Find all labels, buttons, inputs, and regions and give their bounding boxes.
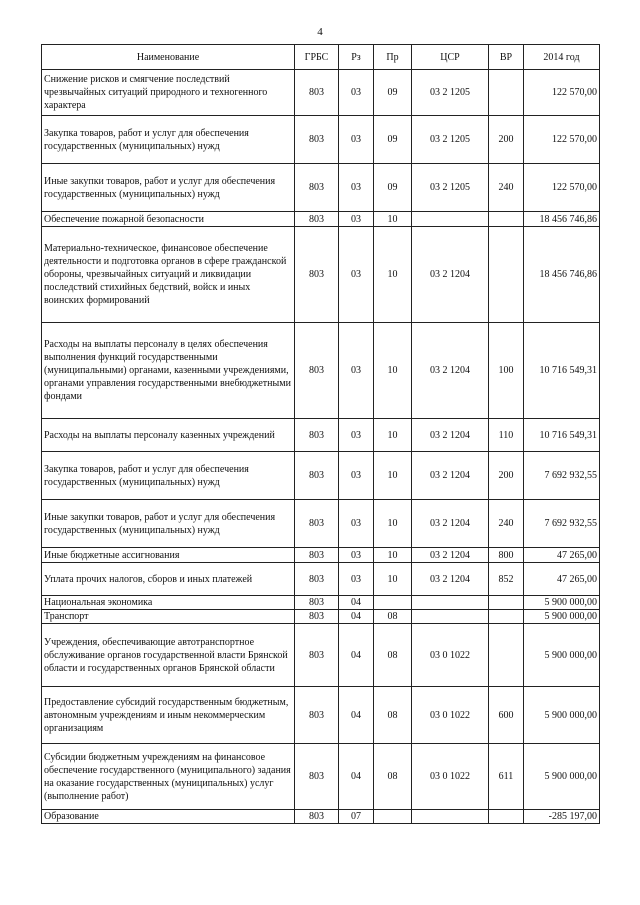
grbs-code: 803 bbox=[295, 323, 339, 419]
rz-code: 03 bbox=[339, 452, 374, 500]
table-row bbox=[42, 70, 600, 116]
item-name: Субсидии бюджетным учреждениям на финансовое обеспечение государственного (муниципального) задания на оказание государственных (муниципальных) услуг (выполнение работ) bbox=[42, 744, 295, 810]
amount-2014: 7 692 932,55 bbox=[524, 452, 600, 500]
csr-code bbox=[412, 212, 489, 227]
pr-code: 10 bbox=[374, 548, 412, 563]
vr-code: 600 bbox=[489, 687, 524, 744]
vr-code: 200 bbox=[489, 116, 524, 164]
vr-code bbox=[489, 610, 524, 624]
amount-2014: 10 716 549,31 bbox=[524, 419, 600, 452]
vr-code bbox=[489, 596, 524, 610]
rz-code: 04 bbox=[339, 610, 374, 624]
page-number: 4 bbox=[317, 26, 323, 38]
vr-code bbox=[489, 624, 524, 687]
table-header-row bbox=[42, 45, 600, 70]
grbs-code: 803 bbox=[295, 624, 339, 687]
pr-code: 09 bbox=[374, 70, 412, 116]
budget-table bbox=[41, 44, 600, 824]
amount-2014: 47 265,00 bbox=[524, 563, 600, 596]
pr-code: 08 bbox=[374, 624, 412, 687]
vr-code: 240 bbox=[489, 500, 524, 548]
amount-2014: -285 197,00 bbox=[524, 810, 600, 824]
pr-code: 10 bbox=[374, 323, 412, 419]
table-row bbox=[42, 452, 600, 500]
amount-2014: 7 692 932,55 bbox=[524, 500, 600, 548]
csr-code bbox=[412, 810, 489, 824]
table-row bbox=[42, 563, 600, 596]
csr-code bbox=[412, 596, 489, 610]
grbs-code: 803 bbox=[295, 548, 339, 563]
pr-code: 10 bbox=[374, 212, 412, 227]
csr-code: 03 2 1204 bbox=[412, 548, 489, 563]
grbs-code: 803 bbox=[295, 596, 339, 610]
amount-2014: 122 570,00 bbox=[524, 70, 600, 116]
table-row bbox=[42, 744, 600, 810]
rz-code: 03 bbox=[339, 419, 374, 452]
csr-code: 03 2 1205 bbox=[412, 164, 489, 212]
csr-code: 03 2 1204 bbox=[412, 323, 489, 419]
grbs-code: 803 bbox=[295, 687, 339, 744]
rz-code: 03 bbox=[339, 70, 374, 116]
pr-code bbox=[374, 810, 412, 824]
table-row bbox=[42, 116, 600, 164]
table-row bbox=[42, 610, 600, 624]
item-name: Образование bbox=[42, 810, 295, 824]
item-name: Обеспечение пожарной безопасности bbox=[42, 212, 295, 227]
item-name: Иные закупки товаров, работ и услуг для обеспечения государственных (муниципальных) нужд bbox=[42, 500, 295, 548]
grbs-code: 803 bbox=[295, 563, 339, 596]
item-name: Закупка товаров, работ и услуг для обеспечения государственных (муниципальных) нужд bbox=[42, 116, 295, 164]
grbs-code: 803 bbox=[295, 212, 339, 227]
table-row bbox=[42, 810, 600, 824]
table-row bbox=[42, 624, 600, 687]
header-name: Наименование bbox=[42, 45, 295, 70]
grbs-code: 803 bbox=[295, 500, 339, 548]
grbs-code: 803 bbox=[295, 452, 339, 500]
vr-code: 200 bbox=[489, 452, 524, 500]
amount-2014: 122 570,00 bbox=[524, 164, 600, 212]
grbs-code: 803 bbox=[295, 610, 339, 624]
item-name: Иные закупки товаров, работ и услуг для обеспечения государственных (муниципальных) нужд bbox=[42, 164, 295, 212]
rz-code: 03 bbox=[339, 212, 374, 227]
rz-code: 04 bbox=[339, 687, 374, 744]
header-grbs: ГРБС bbox=[295, 45, 339, 70]
rz-code: 03 bbox=[339, 227, 374, 323]
amount-2014: 5 900 000,00 bbox=[524, 744, 600, 810]
amount-2014: 10 716 549,31 bbox=[524, 323, 600, 419]
vr-code: 110 bbox=[489, 419, 524, 452]
amount-2014: 5 900 000,00 bbox=[524, 687, 600, 744]
item-name: Снижение рисков и смягчение последствий чрезвычайных ситуаций природного и техногенного характера bbox=[42, 70, 295, 116]
rz-code: 04 bbox=[339, 744, 374, 810]
table-row bbox=[42, 212, 600, 227]
rz-code: 04 bbox=[339, 624, 374, 687]
header-year: 2014 год bbox=[524, 45, 600, 70]
rz-code: 03 bbox=[339, 164, 374, 212]
grbs-code: 803 bbox=[295, 810, 339, 824]
table-row bbox=[42, 164, 600, 212]
rz-code: 03 bbox=[339, 500, 374, 548]
vr-code bbox=[489, 70, 524, 116]
grbs-code: 803 bbox=[295, 70, 339, 116]
rz-code: 03 bbox=[339, 548, 374, 563]
header-pr: Пр bbox=[374, 45, 412, 70]
pr-code: 08 bbox=[374, 687, 412, 744]
csr-code: 03 2 1204 bbox=[412, 563, 489, 596]
table-row bbox=[42, 419, 600, 452]
item-name: Расходы на выплаты персоналу в целях обеспечения выполнения функций государственными (муниципальными) органами, казенными учреждениями, органами управления государственными внебюджетными фондами bbox=[42, 323, 295, 419]
csr-code: 03 0 1022 bbox=[412, 744, 489, 810]
pr-code: 08 bbox=[374, 744, 412, 810]
csr-code: 03 2 1205 bbox=[412, 70, 489, 116]
vr-code: 611 bbox=[489, 744, 524, 810]
table-row bbox=[42, 548, 600, 563]
csr-code: 03 0 1022 bbox=[412, 624, 489, 687]
rz-code: 07 bbox=[339, 810, 374, 824]
item-name: Национальная экономика bbox=[42, 596, 295, 610]
pr-code: 09 bbox=[374, 116, 412, 164]
amount-2014: 5 900 000,00 bbox=[524, 624, 600, 687]
csr-code: 03 2 1204 bbox=[412, 227, 489, 323]
item-name: Иные бюджетные ассигнования bbox=[42, 548, 295, 563]
amount-2014: 5 900 000,00 bbox=[524, 610, 600, 624]
item-name: Уплата прочих налогов, сборов и иных платежей bbox=[42, 563, 295, 596]
header-vr: ВР bbox=[489, 45, 524, 70]
table-row bbox=[42, 323, 600, 419]
amount-2014: 18 456 746,86 bbox=[524, 227, 600, 323]
item-name: Транспорт bbox=[42, 610, 295, 624]
table-row bbox=[42, 227, 600, 323]
pr-code: 09 bbox=[374, 164, 412, 212]
grbs-code: 803 bbox=[295, 116, 339, 164]
csr-code: 03 0 1022 bbox=[412, 687, 489, 744]
rz-code: 04 bbox=[339, 596, 374, 610]
grbs-code: 803 bbox=[295, 227, 339, 323]
amount-2014: 18 456 746,86 bbox=[524, 212, 600, 227]
pr-code: 10 bbox=[374, 227, 412, 323]
table-row bbox=[42, 500, 600, 548]
vr-code bbox=[489, 212, 524, 227]
rz-code: 03 bbox=[339, 563, 374, 596]
amount-2014: 122 570,00 bbox=[524, 116, 600, 164]
pr-code: 08 bbox=[374, 610, 412, 624]
grbs-code: 803 bbox=[295, 164, 339, 212]
header-csr: ЦСР bbox=[412, 45, 489, 70]
csr-code bbox=[412, 610, 489, 624]
pr-code bbox=[374, 596, 412, 610]
rz-code: 03 bbox=[339, 116, 374, 164]
vr-code: 240 bbox=[489, 164, 524, 212]
pr-code: 10 bbox=[374, 452, 412, 500]
item-name: Расходы на выплаты персоналу казенных учреждений bbox=[42, 419, 295, 452]
pr-code: 10 bbox=[374, 419, 412, 452]
item-name: Закупка товаров, работ и услуг для обеспечения государственных (муниципальных) нужд bbox=[42, 452, 295, 500]
vr-code bbox=[489, 227, 524, 323]
pr-code: 10 bbox=[374, 563, 412, 596]
item-name: Учреждения, обеспечивающие автотранспортное обслуживание органов государственной власти Брянской области и государственных органов Брянской области bbox=[42, 624, 295, 687]
table-row bbox=[42, 687, 600, 744]
amount-2014: 47 265,00 bbox=[524, 548, 600, 563]
vr-code: 800 bbox=[489, 548, 524, 563]
grbs-code: 803 bbox=[295, 744, 339, 810]
csr-code: 03 2 1204 bbox=[412, 419, 489, 452]
vr-code bbox=[489, 810, 524, 824]
vr-code: 852 bbox=[489, 563, 524, 596]
csr-code: 03 2 1205 bbox=[412, 116, 489, 164]
amount-2014: 5 900 000,00 bbox=[524, 596, 600, 610]
grbs-code: 803 bbox=[295, 419, 339, 452]
item-name: Предоставление субсидий государственным бюджетным, автономным учреждениям и иным некоммерческим организациям bbox=[42, 687, 295, 744]
item-name: Материально-техническое, финансовое обеспечение деятельности и подготовка органов в сфере гражданской обороны, чрезвычайных ситуаций и ликвидации последствий стихийных бедствий, войск и иных воинских формирований bbox=[42, 227, 295, 323]
header-rz: Рз bbox=[339, 45, 374, 70]
table-row bbox=[42, 596, 600, 610]
csr-code: 03 2 1204 bbox=[412, 500, 489, 548]
rz-code: 03 bbox=[339, 323, 374, 419]
csr-code: 03 2 1204 bbox=[412, 452, 489, 500]
pr-code: 10 bbox=[374, 500, 412, 548]
vr-code: 100 bbox=[489, 323, 524, 419]
